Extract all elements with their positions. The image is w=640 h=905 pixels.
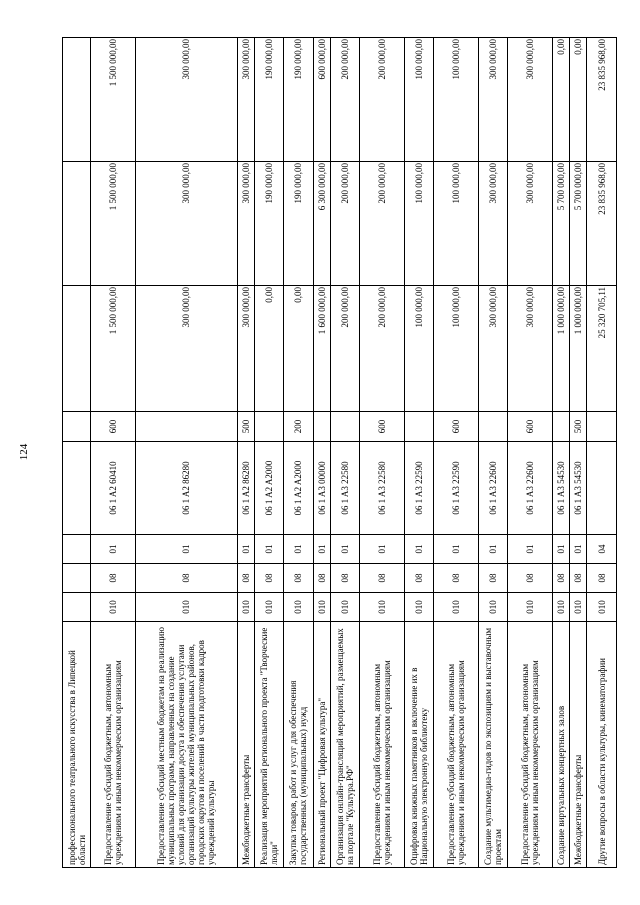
expense-type-cell: [587, 412, 617, 442]
target-article-cell: [587, 442, 617, 535]
table-row: [136, 38, 237, 868]
expense-type-cell: 600: [360, 412, 405, 442]
target-article-cell: 06 1 A2 86280: [237, 442, 254, 535]
amount-year2-cell: 6 300 000,00: [313, 162, 330, 286]
table-row: [570, 38, 587, 868]
target-article-cell: 06 1 A3 00000: [313, 442, 330, 535]
expense-type-cell: [330, 412, 359, 442]
row-name-cell: профессионального театрального искусства в Липецкой области: [63, 622, 91, 868]
expense-type-cell: 600: [508, 412, 553, 442]
expense-type-cell: 500: [237, 412, 254, 442]
amount-year2-cell: 190 000,00: [284, 162, 313, 286]
amount-year1-cell: 1 000 000,00: [570, 286, 587, 412]
admin-code-cell: 010: [478, 593, 507, 622]
section-code-cell: 08: [91, 564, 136, 593]
subsection-code-cell: [63, 535, 91, 564]
row-name-cell: Предоставление субсидий бюджетным, автономным учреждениям и иным некоммерческим организациям: [360, 622, 405, 868]
amount-year2-cell: 5 700 000,00: [570, 162, 587, 286]
rotated-table-container: [62, 38, 617, 868]
amount-year3-cell: 300 000,00: [136, 38, 237, 162]
admin-code-cell: 010: [313, 593, 330, 622]
row-name-cell: Межбюджетные трансферты: [570, 622, 587, 868]
amount-year1-cell: 25 320 705,11: [587, 286, 617, 412]
amount-year1-cell: 1 000 000,00: [553, 286, 570, 412]
amount-year1-cell: 300 000,00: [478, 286, 507, 412]
subsection-code-cell: 01: [434, 535, 479, 564]
budget-table: [62, 37, 617, 868]
section-code-cell: 08: [284, 564, 313, 593]
subsection-code-cell: 04: [587, 535, 617, 564]
subsection-code-cell: 01: [330, 535, 359, 564]
subsection-code-cell: 01: [313, 535, 330, 564]
amount-year2-cell: 300 000,00: [508, 162, 553, 286]
admin-code-cell: 010: [570, 593, 587, 622]
table-row: [434, 38, 479, 868]
row-name-cell: Предоставление субсидий бюджетным, автономным учреждениям и иным некоммерческим организациям: [434, 622, 479, 868]
amount-year2-cell: 300 000,00: [478, 162, 507, 286]
row-name-cell: Региональный проект "Цифровая культура": [313, 622, 330, 868]
section-code-cell: 08: [404, 564, 433, 593]
section-code-cell: 08: [587, 564, 617, 593]
amount-year3-cell: 600 000,00: [313, 38, 330, 162]
subsection-code-cell: 01: [360, 535, 405, 564]
amount-year1-cell: 1 500 000,00: [91, 286, 136, 412]
amount-year3-cell: 190 000,00: [254, 38, 283, 162]
table-row: [313, 38, 330, 868]
amount-year2-cell: 23 835 968,00: [587, 162, 617, 286]
section-code-cell: 08: [136, 564, 237, 593]
row-name-cell: Другие вопросы в области культуры, кинематографии: [587, 622, 617, 868]
expense-type-cell: [404, 412, 433, 442]
amount-year3-cell: 200 000,00: [360, 38, 405, 162]
amount-year3-cell: 1 500 000,00: [91, 38, 136, 162]
expense-type-cell: 500: [570, 412, 587, 442]
amount-year3-cell: 23 835 968,00: [587, 38, 617, 162]
subsection-code-cell: 01: [136, 535, 237, 564]
target-article-cell: 06 1 A3 22580: [360, 442, 405, 535]
expense-type-cell: [313, 412, 330, 442]
amount-year2-cell: 190 000,00: [254, 162, 283, 286]
admin-code-cell: 010: [434, 593, 479, 622]
subsection-code-cell: 01: [553, 535, 570, 564]
target-article-cell: 06 1 A3 22590: [434, 442, 479, 535]
expense-type-cell: [136, 412, 237, 442]
amount-year1-cell: 200 000,00: [360, 286, 405, 412]
amount-year1-cell: 1 600 000,00: [313, 286, 330, 412]
target-article-cell: 06 1 A2 86280: [136, 442, 237, 535]
section-code-cell: 08: [570, 564, 587, 593]
row-name-cell: Создание виртуальных концертных залов: [553, 622, 570, 868]
row-name-cell: Организация онлайн-трансляций мероприятий, размещаемых на портале "Культура.РФ": [330, 622, 359, 868]
expense-type-cell: [553, 412, 570, 442]
admin-code-cell: 010: [284, 593, 313, 622]
amount-year3-cell: 0,00: [570, 38, 587, 162]
target-article-cell: 06 1 A3 54530: [553, 442, 570, 535]
amount-year3-cell: 300 000,00: [508, 38, 553, 162]
admin-code-cell: 010: [360, 593, 405, 622]
target-article-cell: 06 1 A3 22590: [404, 442, 433, 535]
subsection-code-cell: 01: [254, 535, 283, 564]
section-code-cell: 08: [553, 564, 570, 593]
section-code-cell: 08: [360, 564, 405, 593]
subsection-code-cell: 01: [404, 535, 433, 564]
table-row: [360, 38, 405, 868]
amount-year3-cell: 100 000,00: [434, 38, 479, 162]
amount-year1-cell: 200 000,00: [330, 286, 359, 412]
table-row: [330, 38, 359, 868]
amount-year1-cell: 300 000,00: [136, 286, 237, 412]
section-code-cell: 08: [330, 564, 359, 593]
amount-year2-cell: 300 000,00: [136, 162, 237, 286]
admin-code-cell: 010: [254, 593, 283, 622]
section-code-cell: 08: [237, 564, 254, 593]
expense-type-cell: 600: [91, 412, 136, 442]
amount-year2-cell: [63, 162, 91, 286]
subsection-code-cell: 01: [237, 535, 254, 564]
amount-year2-cell: 1 500 000,00: [91, 162, 136, 286]
page-number: 124: [18, 443, 30, 461]
amount-year1-cell: 0,00: [284, 286, 313, 412]
amount-year3-cell: 300 000,00: [237, 38, 254, 162]
target-article-cell: 06 1 A3 22600: [478, 442, 507, 535]
subsection-code-cell: 01: [508, 535, 553, 564]
table-row: [284, 38, 313, 868]
table-row: [254, 38, 283, 868]
admin-code-cell: [63, 593, 91, 622]
section-code-cell: 08: [508, 564, 553, 593]
amount-year1-cell: 300 000,00: [508, 286, 553, 412]
row-name-cell: Предоставление субсидий бюджетным, автономным учреждениям и иным некоммерческим организациям: [91, 622, 136, 868]
subsection-code-cell: 01: [284, 535, 313, 564]
admin-code-cell: 010: [508, 593, 553, 622]
amount-year2-cell: 5 700 000,00: [553, 162, 570, 286]
amount-year2-cell: 200 000,00: [360, 162, 405, 286]
target-article-cell: 06 1 A2 A2000: [254, 442, 283, 535]
admin-code-cell: 010: [330, 593, 359, 622]
amount-year3-cell: 0,00: [553, 38, 570, 162]
table-row: [404, 38, 433, 868]
section-code-cell: 08: [313, 564, 330, 593]
section-code-cell: 08: [434, 564, 479, 593]
table-row: [508, 38, 553, 868]
expense-type-cell: 600: [434, 412, 479, 442]
expense-type-cell: [63, 412, 91, 442]
amount-year3-cell: [63, 38, 91, 162]
section-code-cell: 08: [478, 564, 507, 593]
admin-code-cell: 010: [553, 593, 570, 622]
admin-code-cell: 010: [136, 593, 237, 622]
table-row: [237, 38, 254, 868]
amount-year1-cell: 300 000,00: [237, 286, 254, 412]
table-row: [587, 38, 617, 868]
subsection-code-cell: 01: [478, 535, 507, 564]
target-article-cell: 06 1 A2 60410: [91, 442, 136, 535]
table-row: [91, 38, 136, 868]
amount-year1-cell: 0,00: [254, 286, 283, 412]
expense-type-cell: 200: [284, 412, 313, 442]
amount-year2-cell: 100 000,00: [404, 162, 433, 286]
amount-year2-cell: 300 000,00: [237, 162, 254, 286]
row-name-cell: Создание мультимедиа-гидов по экспозициям и выставочным проектам: [478, 622, 507, 868]
row-name-cell: Межбюджетные трансферты: [237, 622, 254, 868]
expense-type-cell: [254, 412, 283, 442]
admin-code-cell: 010: [404, 593, 433, 622]
section-code-cell: 08: [254, 564, 283, 593]
admin-code-cell: 010: [237, 593, 254, 622]
amount-year3-cell: 190 000,00: [284, 38, 313, 162]
target-article-cell: [63, 442, 91, 535]
amount-year2-cell: 200 000,00: [330, 162, 359, 286]
amount-year3-cell: 200 000,00: [330, 38, 359, 162]
row-name-cell: Оцифровка книжных памятников и включение их в Национальную электронную библиотеку: [404, 622, 433, 868]
amount-year3-cell: 100 000,00: [404, 38, 433, 162]
row-name-cell: Предоставление субсидий местным бюджетам на реализацию муниципальных программ, направленных на создание условий для организации досуга и обеспечения услугами организаций культуры жителей муниципальных районов, городских округов и поселений в части подготовки кадров учреждений культуры: [136, 622, 237, 868]
subsection-code-cell: 01: [570, 535, 587, 564]
row-name-cell: Реализация мероприятий регионального проекта "Творческие люди": [254, 622, 283, 868]
table-row: [553, 38, 570, 868]
target-article-cell: 06 1 A3 22580: [330, 442, 359, 535]
subsection-code-cell: 01: [91, 535, 136, 564]
section-code-cell: [63, 564, 91, 593]
target-article-cell: 06 1 A2 A2000: [284, 442, 313, 535]
amount-year3-cell: 300 000,00: [478, 38, 507, 162]
expense-type-cell: [478, 412, 507, 442]
table-row: [63, 38, 91, 868]
amount-year1-cell: 100 000,00: [434, 286, 479, 412]
amount-year1-cell: [63, 286, 91, 412]
target-article-cell: 06 1 A3 54530: [570, 442, 587, 535]
table-row: [478, 38, 507, 868]
admin-code-cell: 010: [91, 593, 136, 622]
amount-year2-cell: 100 000,00: [434, 162, 479, 286]
amount-year1-cell: 100 000,00: [404, 286, 433, 412]
target-article-cell: 06 1 A3 22600: [508, 442, 553, 535]
row-name-cell: Закупка товаров, работ и услуг для обеспечения государственных (муниципальных) нужд: [284, 622, 313, 868]
admin-code-cell: 010: [587, 593, 617, 622]
row-name-cell: Предоставление субсидий бюджетным, автономным учреждениям и иным некоммерческим организациям: [508, 622, 553, 868]
